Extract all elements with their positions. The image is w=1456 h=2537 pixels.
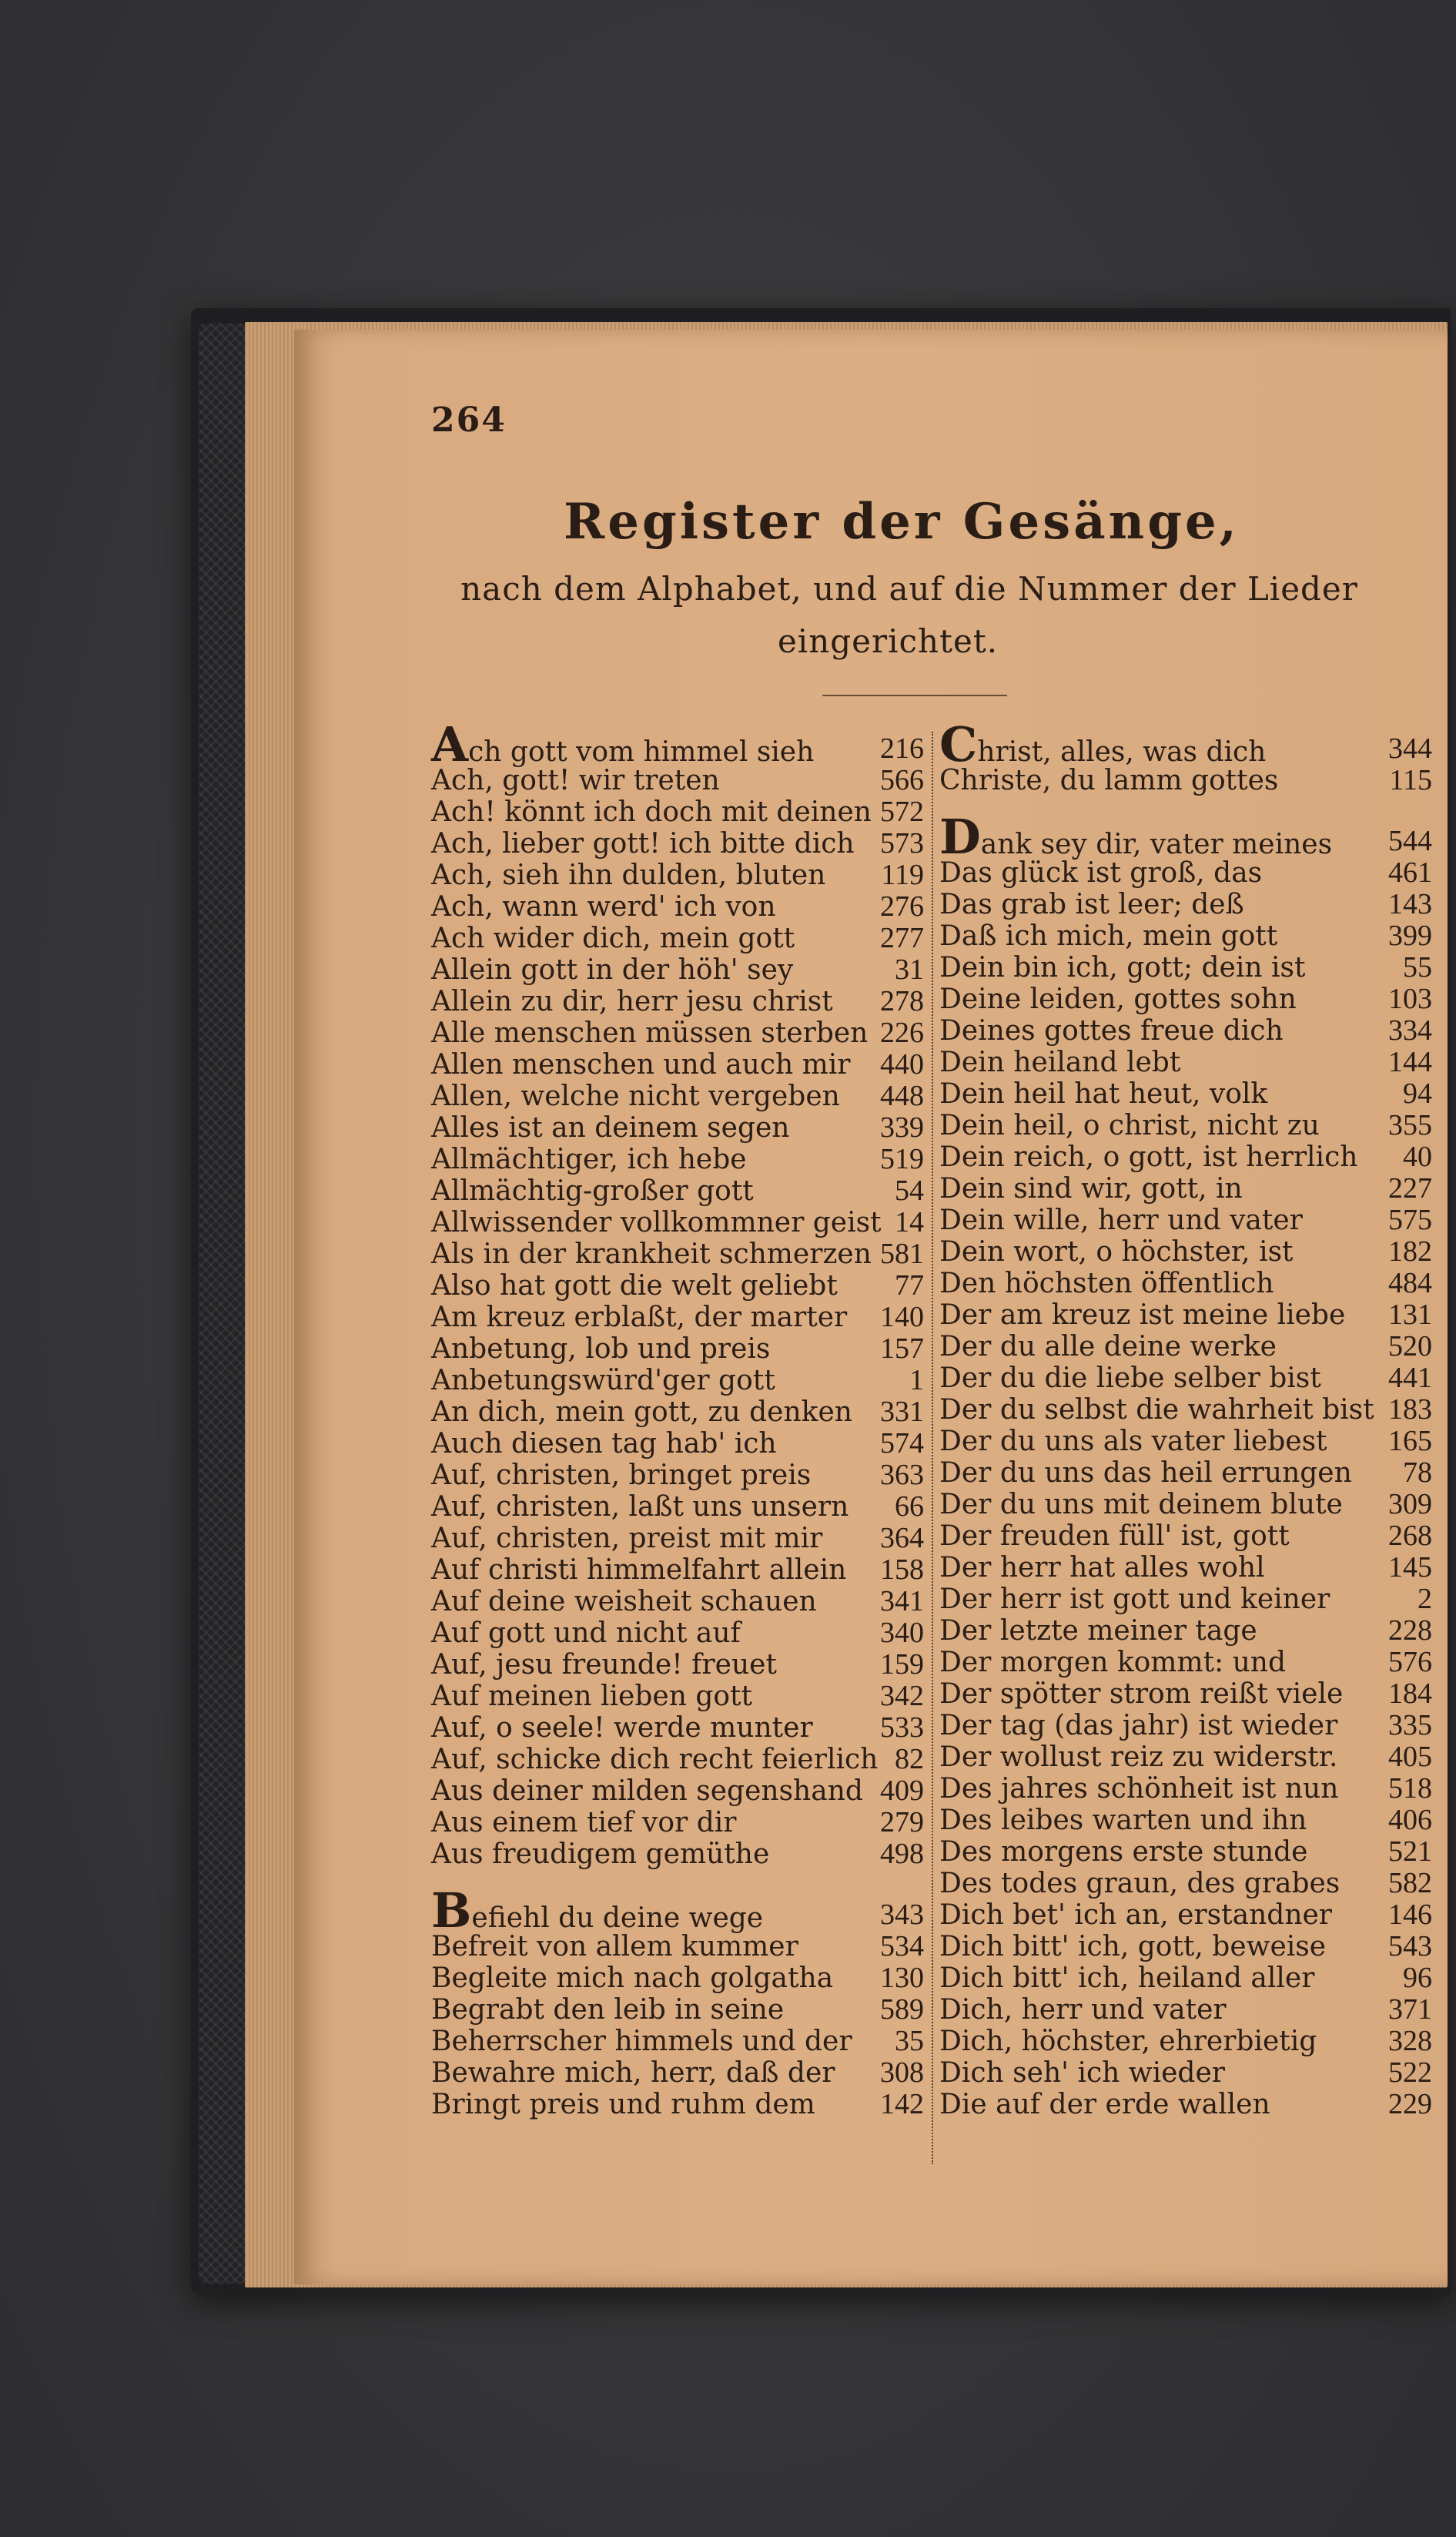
hymn-title: Aus deiner milden segenshand xyxy=(431,1775,863,1807)
index-entry xyxy=(939,1141,1432,1173)
index-entry xyxy=(431,1931,924,1962)
index-entry xyxy=(939,1015,1432,1047)
index-letter-group xyxy=(939,809,1432,2120)
index-entry xyxy=(939,1773,1432,1805)
hymn-number: 77 xyxy=(895,1269,924,1302)
index-entry xyxy=(431,1175,924,1207)
index-entry xyxy=(939,1394,1432,1426)
hymn-number: 54 xyxy=(895,1175,924,1207)
hymn-title: Befreit von allem kummer xyxy=(431,1931,798,1962)
hymn-number: 165 xyxy=(1388,1425,1432,1457)
hymn-title: Auf, o seele! werde munter xyxy=(431,1712,813,1744)
index-entry xyxy=(939,1426,1432,1457)
index-entry xyxy=(431,716,924,772)
hymn-title: Dein wille, herr und vater xyxy=(939,1205,1303,1236)
hymn-number: 363 xyxy=(880,1459,924,1491)
hymn-number: 341 xyxy=(880,1585,924,1617)
hymn-number: 158 xyxy=(880,1553,924,1586)
page-title: Register der Gesänge, xyxy=(564,493,1240,551)
hymn-number: 335 xyxy=(1388,1709,1432,1741)
index-entry xyxy=(431,1649,924,1681)
hymn-title: Ach, gott! wir treten xyxy=(431,765,720,796)
hymn-number: 576 xyxy=(1388,1646,1432,1678)
hymn-title: Allmächtiger, ich hebe xyxy=(431,1144,747,1175)
hymn-number: 184 xyxy=(1388,1677,1432,1710)
hymn-number: 277 xyxy=(880,922,924,954)
hymn-title: Allein zu dir, herr jesu christ xyxy=(431,986,833,1017)
index-entry xyxy=(431,1460,924,1491)
hymn-title: Der tag (das jahr) ist wieder xyxy=(939,1710,1338,1741)
hymn-number: 309 xyxy=(1388,1488,1432,1520)
index-entry xyxy=(431,1333,924,1365)
index-letter-group xyxy=(939,716,1432,796)
hymn-number: 279 xyxy=(880,1806,924,1838)
hymn-number: 130 xyxy=(880,1962,924,1994)
index-entry xyxy=(431,1238,924,1270)
hymn-title: Das grab ist leer; deß xyxy=(939,889,1244,920)
index-entry xyxy=(431,1017,924,1049)
hymn-number: 182 xyxy=(1388,1235,1432,1268)
hymn-number: 159 xyxy=(880,1648,924,1681)
hymn-title: Auf, schicke dich recht feierlich xyxy=(431,1744,879,1775)
index-entry xyxy=(939,984,1432,1015)
index-entry xyxy=(939,2026,1432,2057)
index-entry xyxy=(939,1299,1432,1331)
hymn-number: 31 xyxy=(895,953,924,986)
index-entry xyxy=(939,1899,1432,1931)
hymn-number: 82 xyxy=(895,1743,924,1775)
index-entry xyxy=(431,2057,924,2089)
index-entry xyxy=(431,1744,924,1775)
hymn-title: Christe, du lamm gottes xyxy=(939,765,1279,796)
hymn-title: Auf, christen, bringet preis xyxy=(431,1460,812,1491)
index-entry xyxy=(939,952,1432,984)
hymn-number: 405 xyxy=(1388,1741,1432,1773)
hymn-title: Ach, wann werd' ich von xyxy=(431,891,776,923)
hymn-number: 308 xyxy=(880,2056,924,2089)
hymn-number: 227 xyxy=(1388,1172,1432,1205)
hymn-number: 498 xyxy=(880,1838,924,1870)
hymn-title: Dein heil hat heut, volk xyxy=(939,1078,1268,1110)
hymn-number: 582 xyxy=(1388,1867,1432,1899)
hymn-title: Die auf der erde wallen xyxy=(939,2089,1270,2120)
hymn-number: 544 xyxy=(1388,825,1432,857)
index-entry xyxy=(939,1110,1432,1141)
hymn-number: 334 xyxy=(1388,1014,1432,1047)
hymn-title: Aus freudigem gemüthe xyxy=(431,1838,770,1870)
hymn-title: Auf christi himmelfahrt allein xyxy=(431,1554,847,1586)
hymn-number: 522 xyxy=(1388,2056,1432,2089)
hymn-title: Des leibes warten und ihn xyxy=(939,1805,1307,1836)
index-entry xyxy=(431,1681,924,1712)
hymn-title: Aus einem tief vor dir xyxy=(431,1807,737,1838)
index-entry xyxy=(431,1775,924,1807)
hymn-number: 157 xyxy=(880,1332,924,1365)
hymn-number: 1 xyxy=(909,1364,924,1396)
index-entry xyxy=(939,920,1432,952)
hymn-title: Bringt preis und ruhm dem xyxy=(431,2089,815,2120)
title-divider xyxy=(822,695,1007,696)
hymn-title: Anbetung, lob und preis xyxy=(431,1333,771,1365)
index-entry xyxy=(939,1078,1432,1110)
hymn-number: 35 xyxy=(895,2025,924,2057)
index-entry xyxy=(939,1236,1432,1268)
index-entry xyxy=(431,1302,924,1333)
subtitle-line-1: nach dem Alphabet, und auf die Nummer der Lieder xyxy=(460,570,1358,608)
hymn-number: 140 xyxy=(880,1301,924,1333)
hymn-number: 2 xyxy=(1418,1583,1432,1615)
hymn-number: 519 xyxy=(880,1143,924,1175)
hymn-number: 66 xyxy=(895,1490,924,1523)
hymn-title: Der letzte meiner tage xyxy=(939,1615,1257,1647)
hymn-title: Der freuden füll' ist, gott xyxy=(939,1520,1290,1552)
index-entry xyxy=(431,1994,924,2026)
hymn-number: 520 xyxy=(1388,1330,1432,1362)
index-entry xyxy=(431,1049,924,1081)
index-entry xyxy=(939,1331,1432,1362)
hymn-title: Der herr hat alles wohl xyxy=(939,1552,1265,1584)
hymn-title: Ach! könnt ich doch mit deinen xyxy=(431,796,872,828)
hymn-title: Allein gott in der höh' sey xyxy=(431,954,794,986)
hymn-title: Der spötter strom reißt viele xyxy=(939,1678,1344,1710)
hymn-number: 440 xyxy=(880,1048,924,1081)
hymn-number: 342 xyxy=(880,1680,924,1712)
hymn-title: Allen, welche nicht vergeben xyxy=(431,1081,840,1112)
hymn-number: 355 xyxy=(1388,1109,1432,1141)
hymn-title: Dank sey dir, vater meines xyxy=(939,809,1333,865)
hymn-title: Der herr ist gott und keiner xyxy=(939,1584,1330,1615)
page-number: 264 xyxy=(431,400,507,440)
hymn-title: Dein heil, o christ, nicht zu xyxy=(939,1110,1320,1141)
hymn-number: 14 xyxy=(895,1206,924,1238)
hymn-title: Dich seh' ich wieder xyxy=(939,2057,1225,2089)
hymn-number: 131 xyxy=(1388,1299,1432,1331)
index-entry xyxy=(939,1205,1432,1236)
index-entry xyxy=(431,986,924,1017)
hymn-number: 566 xyxy=(880,764,924,796)
hymn-number: 399 xyxy=(1388,920,1432,952)
index-entry xyxy=(431,1586,924,1617)
hymn-number: 574 xyxy=(880,1427,924,1460)
hymn-title: Als in der krankheit schmerzen xyxy=(431,1238,872,1270)
hymn-title: Dich, höchster, ehrerbietig xyxy=(939,2026,1317,2057)
subtitle-line-2: eingerichtet. xyxy=(777,622,999,660)
hymn-title: Dich, herr und vater xyxy=(939,1994,1227,2026)
hymn-title: Allen menschen und auch mir xyxy=(431,1049,851,1081)
index-entry xyxy=(431,1428,924,1460)
hymn-number: 581 xyxy=(880,1238,924,1270)
hymn-title: Auf, christen, preist mit mir xyxy=(431,1523,823,1554)
hymn-title: Allwissender vollkommner geist xyxy=(431,1207,882,1238)
hymn-title: Der du uns mit deinem blute xyxy=(939,1489,1343,1520)
hymn-title: Auf gott und nicht auf xyxy=(431,1617,741,1649)
hymn-number: 115 xyxy=(1389,764,1432,796)
index-entry xyxy=(939,857,1432,889)
hymn-title: Also hat gott die welt geliebt xyxy=(431,1270,838,1302)
hymn-number: 331 xyxy=(880,1396,924,1428)
index-entry xyxy=(431,828,924,860)
hymn-number: 572 xyxy=(880,796,924,828)
index-entry xyxy=(431,1270,924,1302)
hymn-number: 103 xyxy=(1388,983,1432,1015)
hymn-number: 340 xyxy=(880,1617,924,1649)
index-entry xyxy=(939,2057,1432,2089)
hymn-number: 344 xyxy=(1388,732,1432,765)
index-entry xyxy=(939,765,1432,796)
index-entry xyxy=(431,1838,924,1870)
hymn-title: Das glück ist groß, das xyxy=(939,857,1263,889)
hymn-title: Der du selbst die wahrheit bist xyxy=(939,1394,1374,1426)
hymn-number: 441 xyxy=(1388,1362,1432,1394)
index-entry xyxy=(431,1112,924,1144)
hymn-title: Daß ich mich, mein gott xyxy=(939,920,1278,952)
hymn-title: Dein sind wir, gott, in xyxy=(939,1173,1243,1205)
index-entry xyxy=(939,2089,1432,2120)
index-entry xyxy=(431,1491,924,1523)
hymn-number: 144 xyxy=(1388,1046,1432,1078)
hymn-title: Ach, sieh ihn dulden, bluten xyxy=(431,860,826,891)
hymn-number: 518 xyxy=(1388,1772,1432,1805)
index-entry xyxy=(939,1268,1432,1299)
hymn-title: Dich bitt' ich, gott, beweise xyxy=(939,1931,1327,1962)
hymn-number: 146 xyxy=(1388,1899,1432,1931)
hymn-number: 328 xyxy=(1388,2025,1432,2057)
hymn-title: Beherrscher himmels und der xyxy=(431,2026,852,2057)
hymn-number: 339 xyxy=(880,1111,924,1144)
hymn-title: Der du die liebe selber bist xyxy=(939,1362,1321,1394)
index-entry xyxy=(939,1362,1432,1394)
hymn-title: Alles ist an deinem segen xyxy=(431,1112,790,1144)
index-entry xyxy=(939,1868,1432,1899)
hymn-title: Deines gottes freue dich xyxy=(939,1015,1284,1047)
hymn-number: 229 xyxy=(1388,2088,1432,2120)
hymn-title: Befiehl du deine wege xyxy=(431,1882,764,1939)
hymn-number: 484 xyxy=(1388,1267,1432,1299)
hymn-number: 364 xyxy=(880,1522,924,1554)
index-entry xyxy=(939,1836,1432,1868)
hymn-number: 575 xyxy=(1388,1204,1432,1236)
index-entry xyxy=(431,1882,924,1939)
hymn-title: Dein reich, o gott, ist herrlich xyxy=(939,1141,1358,1173)
hymn-title: Alle menschen müssen sterben xyxy=(431,1017,869,1049)
index-entry xyxy=(939,1710,1432,1741)
index-entry xyxy=(939,1931,1432,1962)
index-entry xyxy=(431,891,924,923)
column-divider xyxy=(932,732,933,2164)
index-entry xyxy=(431,1617,924,1649)
index-letter-group xyxy=(431,716,924,1870)
index-entry xyxy=(939,1047,1432,1078)
hymn-number: 543 xyxy=(1388,1930,1432,1962)
hymn-number: 371 xyxy=(1388,1993,1432,2026)
hymn-number: 534 xyxy=(880,1930,924,1962)
hymn-title: Des jahres schönheit ist nun xyxy=(939,1773,1339,1805)
hymn-number: 228 xyxy=(1388,1614,1432,1647)
index-entry xyxy=(431,1712,924,1744)
hymn-title: Anbetungswürd'ger gott xyxy=(431,1365,775,1396)
hymn-number: 78 xyxy=(1403,1456,1432,1489)
hymn-title: Dich bet' ich an, erstandner xyxy=(939,1899,1333,1931)
index-entry xyxy=(431,1144,924,1175)
index-entry xyxy=(431,954,924,986)
hymn-title: Begrabt den leib in seine xyxy=(431,1994,785,2026)
hymn-title: Der du uns das heil errungen xyxy=(939,1457,1352,1489)
hymn-number: 448 xyxy=(880,1080,924,1112)
hymn-title: Am kreuz erblaßt, der marter xyxy=(431,1302,848,1333)
hymn-title: Den höchsten öffentlich xyxy=(939,1268,1274,1299)
hymn-title: Begleite mich nach golgatha xyxy=(431,1962,834,1994)
hymn-title: Des morgens erste stunde xyxy=(939,1836,1308,1868)
hymn-number: 276 xyxy=(880,890,924,923)
index-entry xyxy=(431,796,924,828)
index-entry xyxy=(431,2026,924,2057)
hymn-number: 406 xyxy=(1388,1804,1432,1836)
hymn-title: Bewahre mich, herr, daß der xyxy=(431,2057,835,2089)
index-entry xyxy=(431,860,924,891)
index-entry xyxy=(939,1584,1432,1615)
hymn-title: Auf, jesu freunde! freuet xyxy=(431,1649,777,1681)
index-entry xyxy=(431,923,924,954)
hymn-number: 589 xyxy=(880,1993,924,2026)
index-entry xyxy=(431,2089,924,2120)
index-entry xyxy=(939,1741,1432,1773)
index-entry xyxy=(939,809,1432,865)
hymn-title: An dich, mein gott, zu denken xyxy=(431,1396,852,1428)
hymn-number: 142 xyxy=(880,2088,924,2120)
index-entry xyxy=(939,1805,1432,1836)
hymn-title: Dein wort, o höchster, ist xyxy=(939,1236,1294,1268)
hymn-number: 216 xyxy=(880,732,924,765)
hymn-number: 461 xyxy=(1388,856,1432,889)
index-entry xyxy=(939,1457,1432,1489)
right-index-column xyxy=(939,716,1432,2150)
hymn-title: Der morgen kommt: und xyxy=(939,1647,1287,1678)
hymn-number: 573 xyxy=(880,827,924,860)
index-entry xyxy=(431,1365,924,1396)
hymn-title: Auf deine weisheit schauen xyxy=(431,1586,817,1617)
hymn-title: Dein heiland lebt xyxy=(939,1047,1181,1078)
index-entry xyxy=(939,1962,1432,1994)
hymn-number: 40 xyxy=(1403,1141,1432,1173)
hymn-title: Der wollust reiz zu widerstr. xyxy=(939,1741,1338,1773)
index-entry xyxy=(939,716,1432,772)
index-entry xyxy=(431,765,924,796)
hymn-title: Allmächtig-großer gott xyxy=(431,1175,754,1207)
hymn-title: Ach gott vom himmel sieh xyxy=(431,716,815,772)
hymn-number: 521 xyxy=(1388,1835,1432,1868)
hymn-number: 226 xyxy=(880,1017,924,1049)
hymn-number: 96 xyxy=(1403,1962,1432,1994)
hymn-number: 409 xyxy=(880,1775,924,1807)
hymn-number: 145 xyxy=(1388,1551,1432,1584)
hymn-number: 278 xyxy=(880,985,924,1017)
index-entry xyxy=(939,1489,1432,1520)
hymn-title: Der du uns als vater liebest xyxy=(939,1426,1327,1457)
index-entry xyxy=(431,1207,924,1238)
index-entry xyxy=(431,1554,924,1586)
hymn-number: 343 xyxy=(880,1899,924,1931)
hymn-title: Des todes graun, des grabes xyxy=(939,1868,1341,1899)
index-entry xyxy=(939,1615,1432,1647)
index-entry xyxy=(431,1807,924,1838)
index-entry xyxy=(939,1520,1432,1552)
index-entry xyxy=(939,889,1432,920)
hymn-number: 533 xyxy=(880,1711,924,1744)
index-entry xyxy=(939,1994,1432,2026)
index-entry xyxy=(431,1962,924,1994)
hymn-title: Auch diesen tag hab' ich xyxy=(431,1428,777,1460)
index-entry xyxy=(431,1396,924,1428)
index-entry xyxy=(939,1173,1432,1205)
hymn-title: Ach wider dich, mein gott xyxy=(431,923,795,954)
hymn-number: 119 xyxy=(881,859,924,891)
hymn-title: Auf, christen, laßt uns unsern xyxy=(431,1491,849,1523)
hymn-number: 55 xyxy=(1403,951,1432,984)
hymn-number: 143 xyxy=(1388,888,1432,920)
hymn-title: Dein bin ich, gott; dein ist xyxy=(939,952,1306,984)
hymn-title: Deine leiden, gottes sohn xyxy=(939,984,1297,1015)
hymn-title: Ach, lieber gott! ich bitte dich xyxy=(431,828,855,860)
hymn-number: 268 xyxy=(1388,1520,1432,1552)
hymn-title: Der du alle deine werke xyxy=(939,1331,1277,1362)
index-entry xyxy=(939,1678,1432,1710)
hymn-title: Auf meinen lieben gott xyxy=(431,1681,752,1712)
index-entry xyxy=(939,1552,1432,1584)
left-index-column xyxy=(431,716,924,2150)
hymn-title: Christ, alles, was dich xyxy=(939,716,1267,772)
hymn-number: 183 xyxy=(1388,1393,1432,1426)
hymn-number: 94 xyxy=(1403,1077,1432,1110)
hymn-title: Der am kreuz ist meine liebe xyxy=(939,1299,1346,1331)
hymn-title: Dich bitt' ich, heiland aller xyxy=(939,1962,1315,1994)
index-entry xyxy=(939,1647,1432,1678)
index-letter-group xyxy=(431,1882,924,2120)
index-entry xyxy=(431,1523,924,1554)
index-entry xyxy=(431,1081,924,1112)
